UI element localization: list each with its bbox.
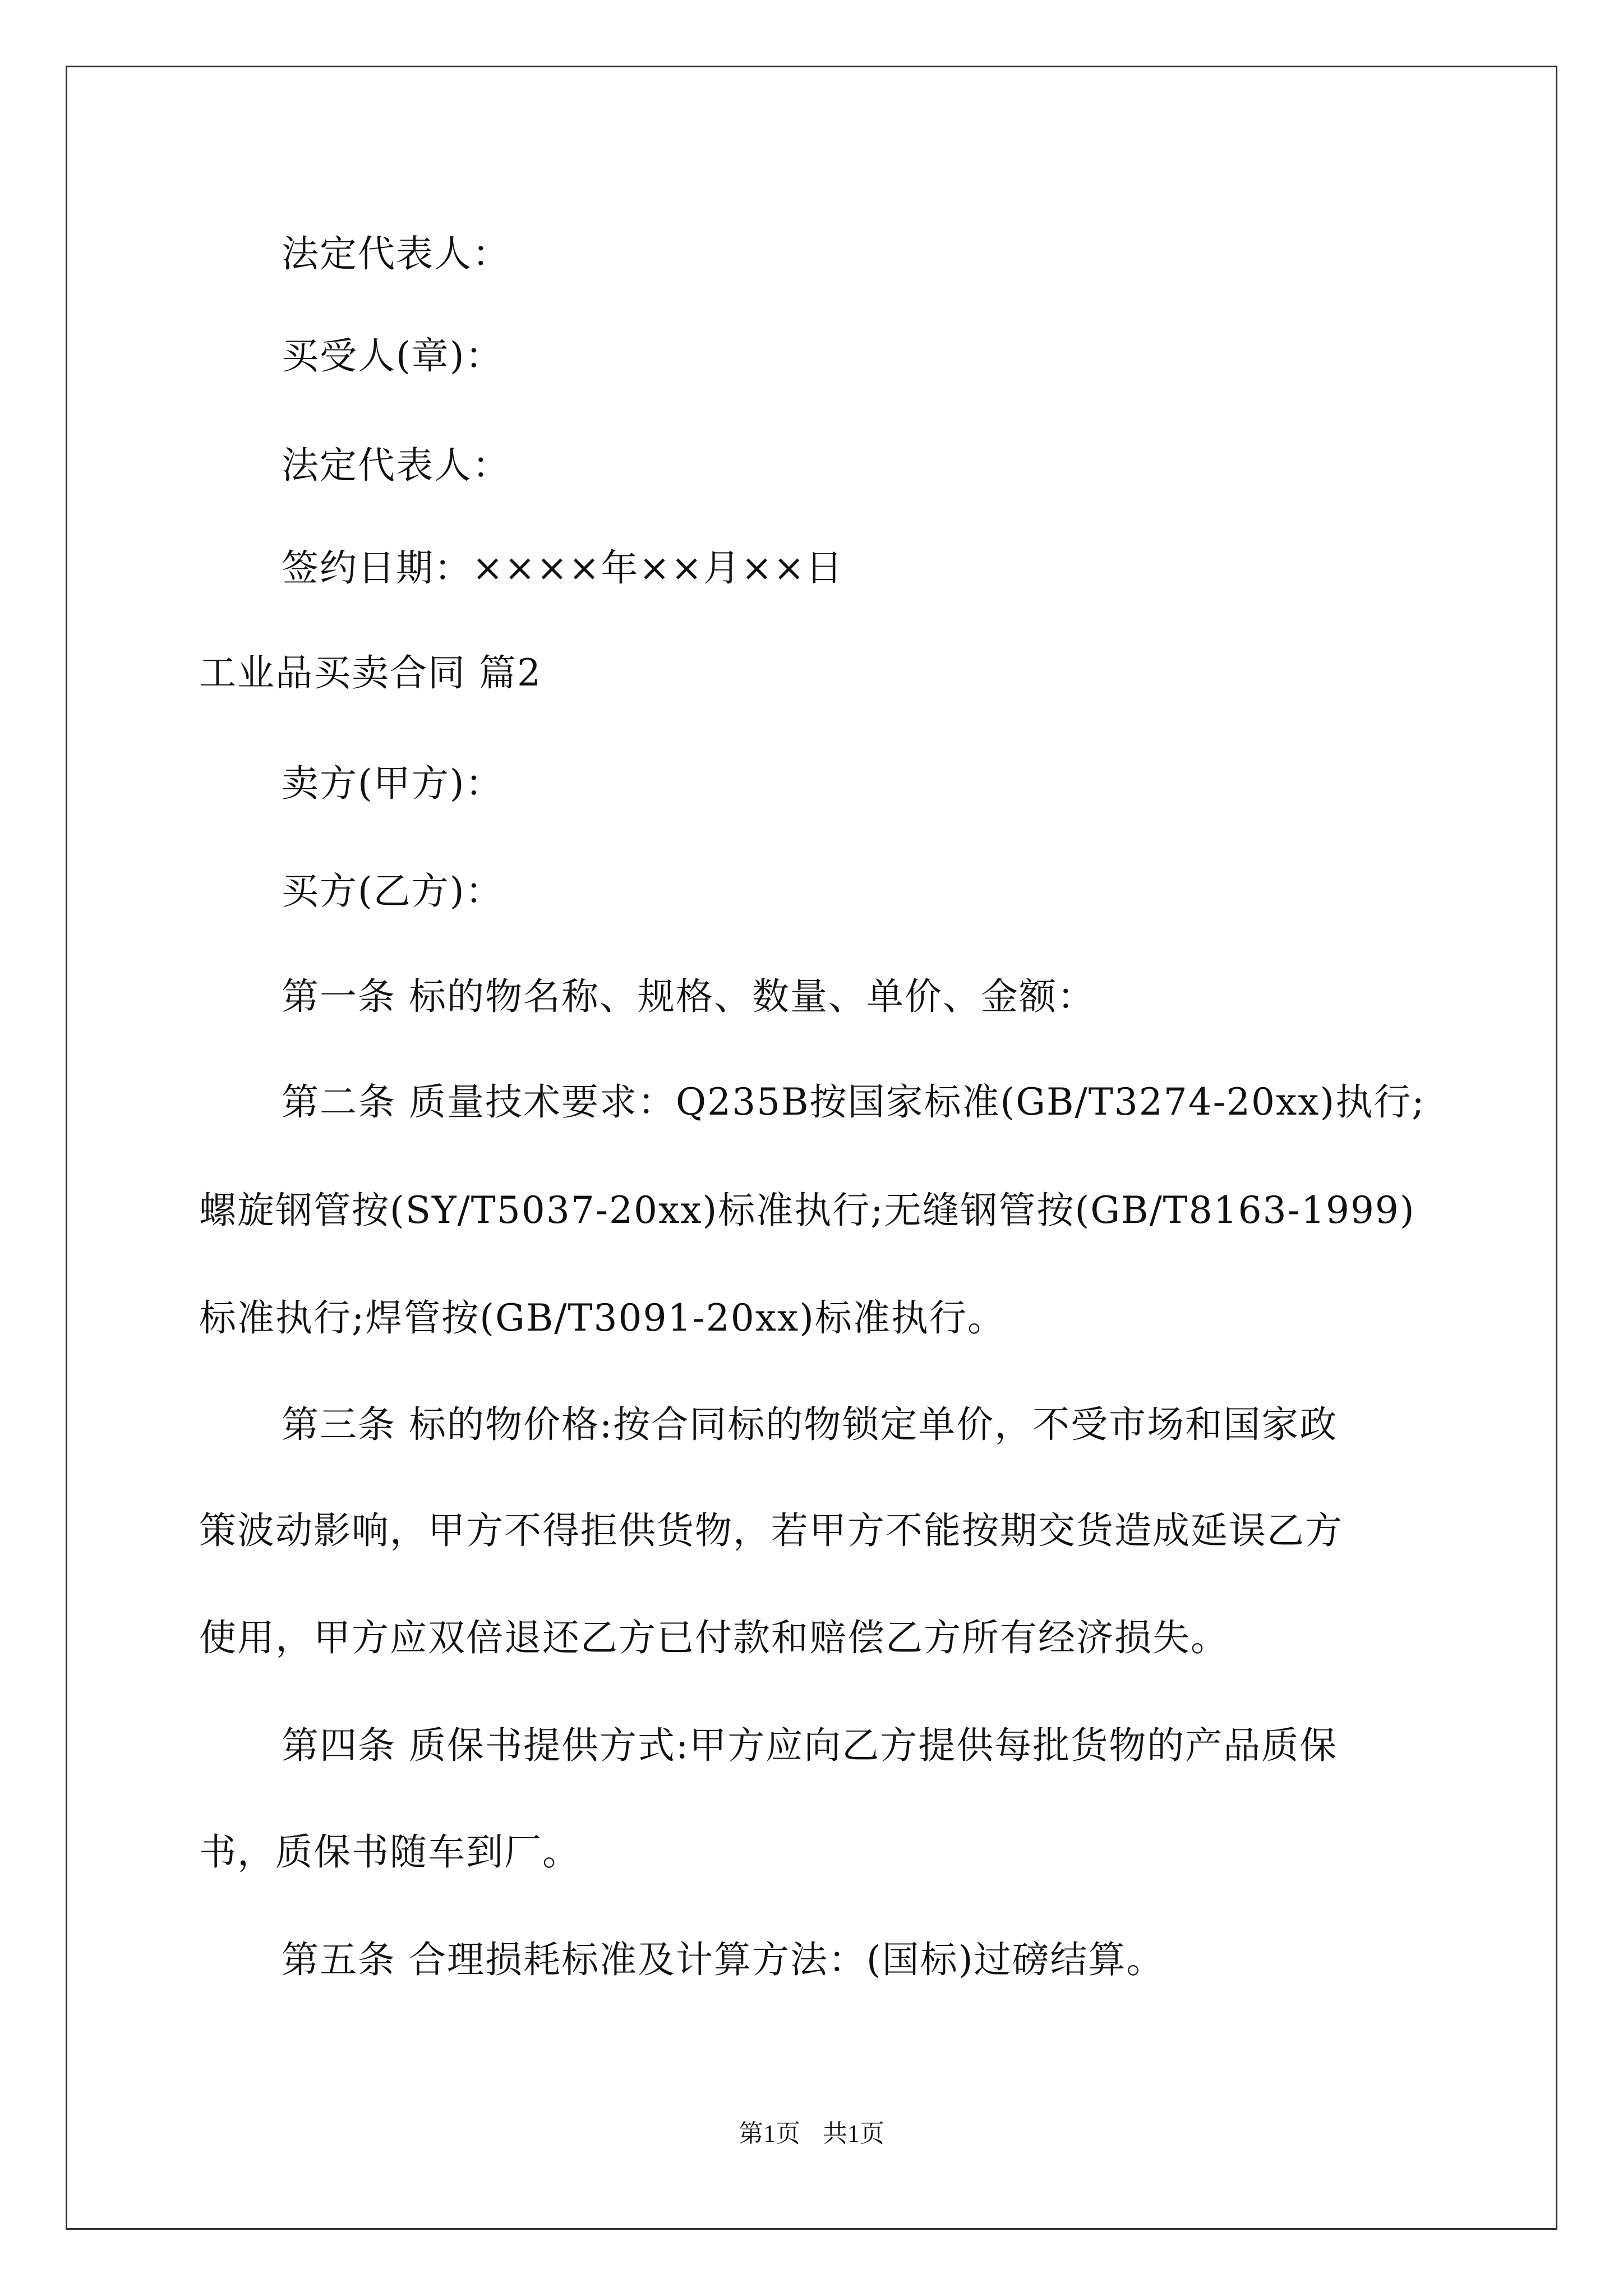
legal-representative-line-2: 法定代表人： bbox=[282, 444, 510, 487]
article-3-line-3: 使用，甲方应双倍退还乙方已付款和赔偿乙方所有经济损失。 bbox=[199, 1616, 1229, 1659]
buyer-party-line: 买方(乙方)： bbox=[282, 869, 504, 913]
section-heading: 工业品买卖合同 篇2 bbox=[199, 651, 542, 694]
article-4-line-1: 第四条 质保书提供方式:甲方应向乙方提供每批货物的产品质保 bbox=[282, 1724, 1338, 1767]
buyer-seal-line: 买受人(章)： bbox=[282, 334, 504, 378]
page-footer bbox=[0, 2122, 1623, 2146]
article-1: 第一条 标的物名称、规格、数量、单价、金额： bbox=[282, 975, 1095, 1018]
article-4-line-2: 书，质保书随车到厂。 bbox=[199, 1830, 580, 1874]
page-number: 第1页 bbox=[739, 2120, 800, 2147]
article-2-line-2: 螺旋钢管按(SY/T5037-20xx)标准执行;无缝钢管按(GB/T8163-1999) bbox=[199, 1189, 1415, 1232]
page-total: 共1页 bbox=[823, 2120, 884, 2147]
legal-representative-line: 法定代表人： bbox=[282, 232, 510, 275]
article-3-line-1: 第三条 标的物价格:按合同标的物锁定单价，不受市场和国家政 bbox=[282, 1403, 1338, 1446]
page-border bbox=[66, 66, 1557, 2230]
article-3-line-2: 策波动影响，甲方不得拒供货物，若甲方不能按期交货造成延误乙方 bbox=[199, 1509, 1343, 1552]
signing-date-line: 签约日期：××××年××月××日 bbox=[282, 546, 844, 590]
article-2-line-3: 标准执行;焊管按(GB/T3091-20xx)标准执行。 bbox=[199, 1296, 1006, 1340]
article-5: 第五条 合理损耗标准及计算方法：(国标)过磅结算。 bbox=[282, 1938, 1165, 1981]
article-2-line-1: 第二条 质量技术要求：Q235B按国家标准(GB/T3274-20xx)执行; bbox=[282, 1080, 1426, 1124]
seller-party-line: 卖方(甲方)： bbox=[282, 762, 504, 805]
